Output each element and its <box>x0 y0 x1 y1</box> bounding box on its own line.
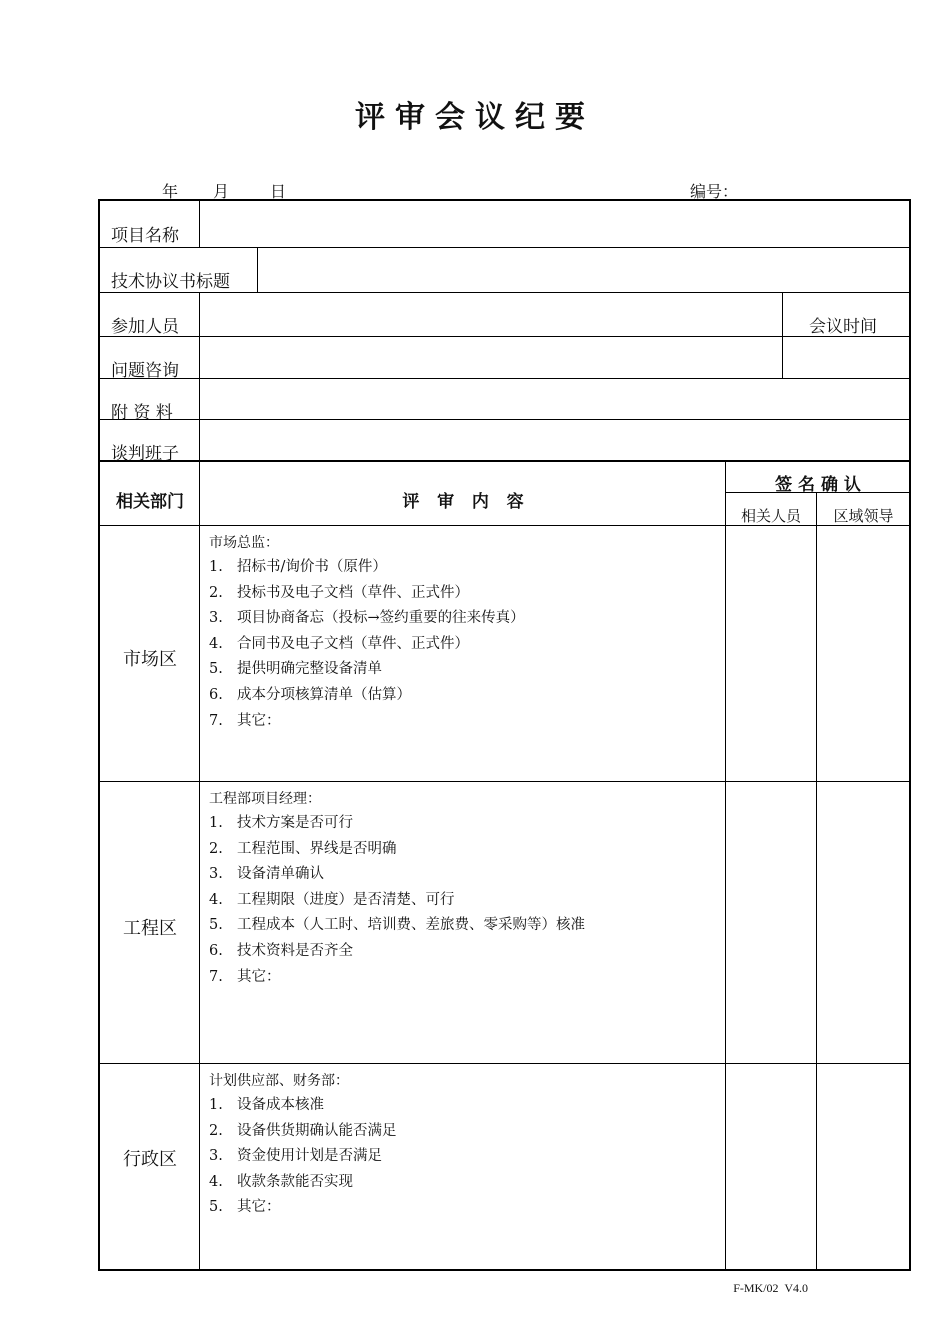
meeting-time-label: 会议时间 <box>809 317 877 337</box>
related-person-sign-cell[interactable] <box>726 526 815 780</box>
list-item: 3. 项目协商备忘（投标→签约重要的往来传真） <box>209 610 525 627</box>
list-item: 6. 成本分项核算清单（估算） <box>209 686 411 703</box>
attachments-label: 附 资 料 <box>111 403 173 423</box>
attachments-field[interactable] <box>200 379 908 418</box>
review-content-cell <box>209 531 525 734</box>
list-item: 5. 提供明确完整设备清单 <box>209 661 382 678</box>
project-name-label: 项目名称 <box>111 226 179 246</box>
number-label: 编号： <box>690 182 739 201</box>
list-item: 1. 技术方案是否可行 <box>209 815 353 831</box>
list-item: 4. 工程期限（进度）是否清楚、可行 <box>209 891 455 908</box>
consultation-label: 问题咨询 <box>111 361 179 381</box>
list-item: 2. 工程范围、界线是否明确 <box>209 840 397 857</box>
list-item: 5. 工程成本（人工时、培训费、差旅费、零采购等）核准 <box>209 917 585 934</box>
page-title: 评审会议纪要 <box>355 100 595 135</box>
agreement-title-label: 技术协议书标题 <box>111 272 230 292</box>
area-leader-sign-cell[interactable] <box>817 526 908 780</box>
list-item: 3. 设备清单确认 <box>209 866 324 883</box>
project-name-field[interactable] <box>200 201 908 245</box>
negotiation-team-label: 谈判班子 <box>111 444 179 464</box>
list-item: 1. 设备成本核准 <box>209 1097 324 1113</box>
list-item: 3. 资金使用计划是否满足 <box>209 1148 382 1165</box>
month-label: 月 <box>213 182 230 201</box>
section-head: 计划供应部、财务部： <box>209 1073 349 1089</box>
area-leader-sign-cell[interactable] <box>817 782 908 1062</box>
review-content-cell <box>209 1069 397 1221</box>
divider <box>99 460 910 462</box>
related-person-header: 相关人员 <box>740 507 801 525</box>
list-item: 4. 合同书及电子文档（草件、正式件） <box>209 635 469 652</box>
list-item: 4. 收款条款能否实现 <box>209 1173 353 1190</box>
list-item: 2. 投标书及电子文档（草件、正式件） <box>209 584 469 601</box>
related-person-sign-cell[interactable] <box>726 1064 815 1269</box>
list-item: 2. 设备供货期确认能否满足 <box>209 1122 397 1139</box>
review-content-header: 评 审 内 容 <box>402 492 524 512</box>
department-name: 行政区 <box>123 1149 177 1170</box>
area-leader-header: 区域领导 <box>833 507 894 525</box>
form-code: F-MK/02 V4.0 <box>733 1281 808 1295</box>
list-item: 6. 技术资料是否齐全 <box>209 942 353 959</box>
list-item: 7. 其它： <box>209 712 281 729</box>
review-content-cell <box>209 787 585 990</box>
section-head: 市场总监： <box>209 535 279 551</box>
participants-field[interactable] <box>200 293 780 335</box>
related-person-sign-cell[interactable] <box>726 782 815 1062</box>
department-name: 工程区 <box>123 918 177 939</box>
department-header: 相关部门 <box>116 492 184 512</box>
area-leader-sign-cell[interactable] <box>817 1064 908 1269</box>
agreement-title-field[interactable] <box>258 248 908 291</box>
list-item: 5. 其它： <box>209 1199 281 1216</box>
section-head: 工程部项目经理： <box>209 791 321 807</box>
negotiation-team-field[interactable] <box>200 420 908 459</box>
year-label: 年 <box>162 182 179 201</box>
list-item: 7. 其它： <box>209 968 281 985</box>
department-name: 市场区 <box>123 649 177 670</box>
meeting-time-field[interactable] <box>783 337 908 377</box>
participants-label: 参加人员 <box>111 317 179 337</box>
day-label: 日 <box>270 182 287 201</box>
signature-header: 签 名 确 认 <box>775 475 861 495</box>
consultation-field[interactable] <box>200 337 780 377</box>
list-item: 1. 招标书/询价书（原件） <box>209 559 387 575</box>
